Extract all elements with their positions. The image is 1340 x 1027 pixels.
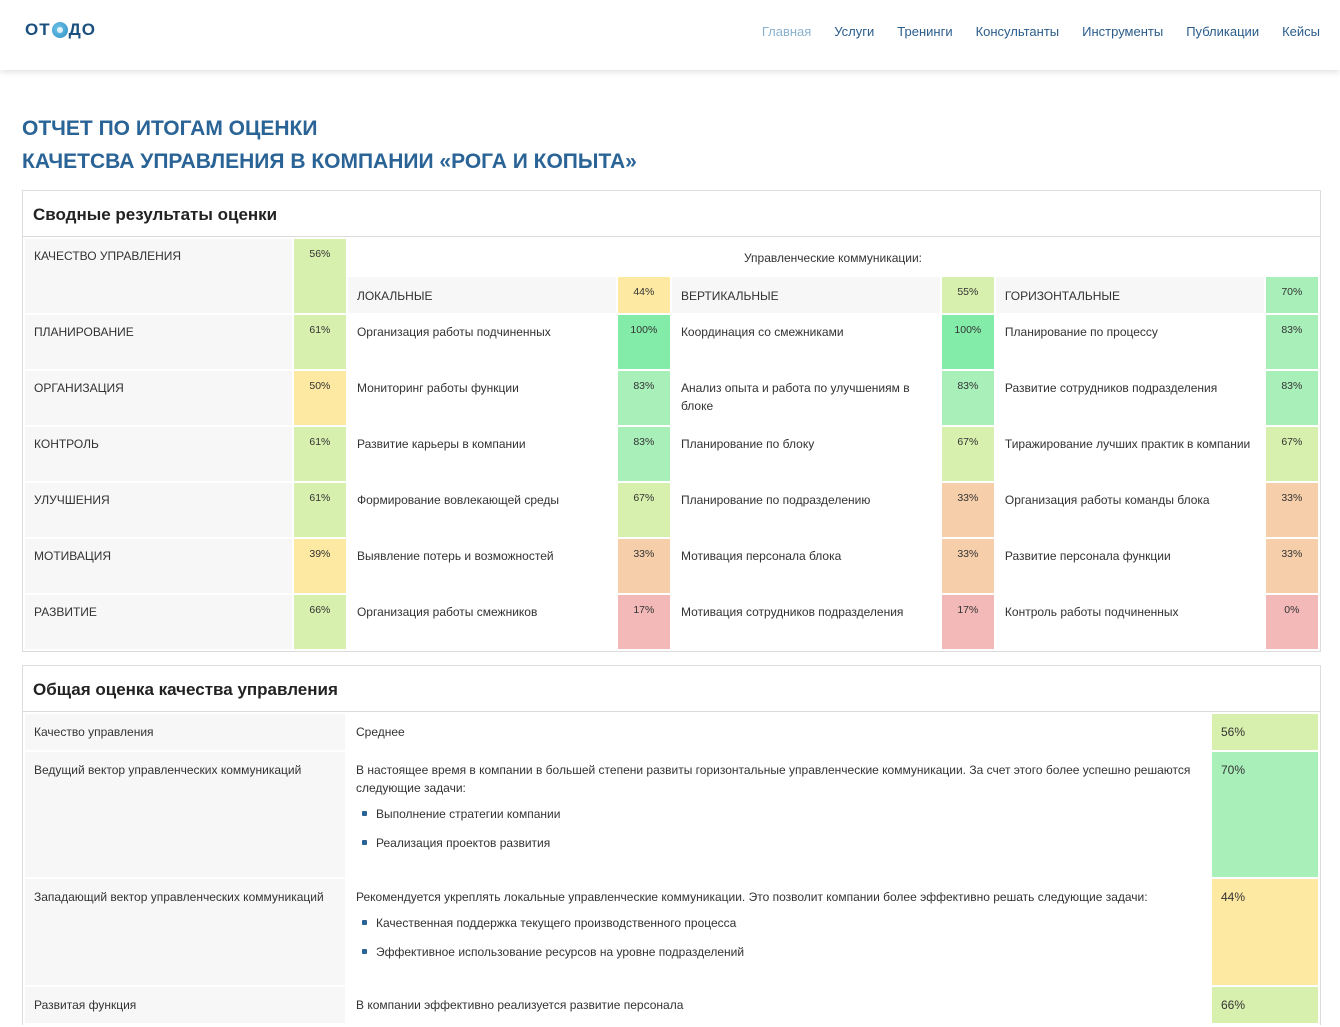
vertical-value: 33% xyxy=(942,539,994,593)
overall-text: Рекомендуется укреплять локальные управленческие коммуникации. Это позволит компании более эффективно решать следующие задачи: xyxy=(356,890,1148,904)
overall-value: 44% xyxy=(1212,879,1318,985)
overall-text: В настоящее время в компании в большей степени развиты горизонтальные управленческие коммуникации. За счет этого более успешно решаются следующие задачи: xyxy=(356,763,1191,795)
summary-panel xyxy=(22,190,1321,652)
vertical-value: 33% xyxy=(942,483,994,537)
row-name: КОНТРОЛЬ xyxy=(25,427,292,481)
quality-label: КАЧЕСТВО УПРАВЛЕНИЯ xyxy=(25,239,292,313)
nav-link-trainings[interactable]: Тренинги xyxy=(897,24,953,39)
vertical-text: Мотивация сотрудников подразделения xyxy=(672,595,940,649)
vertical-text: Анализ опыта и работа по улучшениям в блоке xyxy=(672,371,940,425)
logo-text-right: ДО xyxy=(68,20,96,39)
nav-link-publications[interactable]: Публикации xyxy=(1186,24,1260,39)
logo-text-left: ОТ xyxy=(25,20,51,39)
overall-label: Качество управления xyxy=(25,714,345,750)
vertical-value: 17% xyxy=(942,595,994,649)
horizontal-text: Развитие сотрудников подразделения xyxy=(996,371,1264,425)
nav-link-services[interactable]: Услуги xyxy=(834,24,875,39)
nav-link-tools[interactable]: Инструменты xyxy=(1082,24,1164,39)
row-name: ПЛАНИРОВАНИЕ xyxy=(25,315,292,369)
horizontal-value: 83% xyxy=(1266,315,1318,369)
row-value: 66% xyxy=(294,595,346,649)
task-list xyxy=(356,914,1201,961)
horizontal-value: 0% xyxy=(1266,595,1318,649)
table-row xyxy=(25,595,1318,649)
row-value: 61% xyxy=(294,315,346,369)
horizontal-text: Развитие персонала функции xyxy=(996,539,1264,593)
row-value: 61% xyxy=(294,427,346,481)
vertical-text: Планирование по подразделению xyxy=(672,483,940,537)
task-list xyxy=(356,805,1201,852)
page-title xyxy=(22,112,637,178)
table-row xyxy=(25,483,1318,537)
table-row xyxy=(25,315,1318,369)
row-value: 50% xyxy=(294,371,346,425)
overall-heading: Общая оценка качества управления xyxy=(23,666,1320,712)
summary-table xyxy=(23,237,1320,651)
local-value: 100% xyxy=(618,315,670,369)
logo-mark-icon xyxy=(52,22,68,38)
summary-heading: Сводные результаты оценки xyxy=(23,191,1320,237)
horizontal-text: Планирование по процессу xyxy=(996,315,1264,369)
column-local-value: 44% xyxy=(618,277,670,313)
table-row xyxy=(25,371,1318,425)
column-horizontal-label: ГОРИЗОНТАЛЬНЫЕ xyxy=(996,277,1264,313)
nav-link-consultants[interactable]: Консультанты xyxy=(975,24,1060,39)
overall-table xyxy=(23,712,1320,1025)
overall-text: В компании эффективно реализуется развитие персонала xyxy=(347,987,1210,1023)
column-local-label: ЛОКАЛЬНЫЕ xyxy=(348,277,616,313)
overall-text: Среднее xyxy=(347,714,1210,750)
list-item: Качественная поддержка текущего производственного процесса xyxy=(356,914,1201,932)
nav-link-cases[interactable]: Кейсы xyxy=(1282,24,1320,39)
local-value: 83% xyxy=(618,371,670,425)
local-text: Выявление потерь и возможностей xyxy=(348,539,616,593)
local-text: Мониторинг работы функции xyxy=(348,371,616,425)
local-text: Организация работы подчиненных xyxy=(348,315,616,369)
list-item: Реализация проектов развития xyxy=(356,834,1201,852)
vertical-value: 100% xyxy=(942,315,994,369)
page-title-line2: КАЧЕТСВА УПРАВЛЕНИЯ В КОМПАНИИ «РОГА И КОПЫТА» xyxy=(22,150,637,173)
nav-link-home[interactable]: Главная xyxy=(761,24,812,39)
local-text: Формирование вовлекающей среды xyxy=(348,483,616,537)
logo[interactable] xyxy=(25,20,96,40)
page-title-line1: ОТЧЕТ ПО ИТОГАМ ОЦЕНКИ xyxy=(22,117,318,140)
overall-panel xyxy=(22,665,1321,1025)
overall-text-cell xyxy=(347,879,1210,985)
horizontal-text: Контроль работы подчиненных xyxy=(996,595,1264,649)
local-value: 67% xyxy=(618,483,670,537)
local-text: Развитие карьеры в компании xyxy=(348,427,616,481)
comms-label: Управленческие коммуникации: xyxy=(348,239,1318,275)
vertical-value: 67% xyxy=(942,427,994,481)
vertical-text: Координация со смежниками xyxy=(672,315,940,369)
local-text: Организация работы смежников xyxy=(348,595,616,649)
horizontal-value: 33% xyxy=(1266,539,1318,593)
vertical-value: 83% xyxy=(942,371,994,425)
row-name: УЛУЧШЕНИЯ xyxy=(25,483,292,537)
horizontal-text: Тиражирование лучших практик в компании xyxy=(996,427,1264,481)
overall-label: Ведущий вектор управленческих коммуникаций xyxy=(25,752,345,877)
vertical-text: Мотивация персонала блока xyxy=(672,539,940,593)
list-item: Эффективное использование ресурсов на уровне подразделений xyxy=(356,943,1201,961)
overall-value: 66% xyxy=(1212,987,1318,1023)
list-item: Выполнение стратегии компании xyxy=(356,805,1201,823)
horizontal-value: 83% xyxy=(1266,371,1318,425)
table-row xyxy=(25,752,1318,877)
overall-label: Развитая функция xyxy=(25,987,345,1023)
row-name: РАЗВИТИЕ xyxy=(25,595,292,649)
row-name: МОТИВАЦИЯ xyxy=(25,539,292,593)
overall-text-cell xyxy=(347,752,1210,877)
column-horizontal-value: 70% xyxy=(1266,277,1318,313)
quality-value: 56% xyxy=(294,239,346,313)
row-name: ОРГАНИЗАЦИЯ xyxy=(25,371,292,425)
top-navbar xyxy=(0,0,1340,70)
overall-value: 70% xyxy=(1212,752,1318,877)
row-value: 61% xyxy=(294,483,346,537)
table-row xyxy=(25,539,1318,593)
main-nav xyxy=(762,24,1320,39)
horizontal-text: Организация работы команды блока xyxy=(996,483,1264,537)
overall-label: Западающий вектор управленческих коммуникаций xyxy=(25,879,345,985)
table-row xyxy=(25,879,1318,985)
table-row xyxy=(25,987,1318,1023)
horizontal-value: 33% xyxy=(1266,483,1318,537)
table-row xyxy=(25,427,1318,481)
vertical-text: Планирование по блоку xyxy=(672,427,940,481)
column-vertical-value: 55% xyxy=(942,277,994,313)
row-value: 39% xyxy=(294,539,346,593)
table-row xyxy=(25,714,1318,750)
column-vertical-label: ВЕРТИКАЛЬНЫЕ xyxy=(672,277,940,313)
summary-row-quality xyxy=(25,239,1318,275)
local-value: 17% xyxy=(618,595,670,649)
horizontal-value: 67% xyxy=(1266,427,1318,481)
local-value: 33% xyxy=(618,539,670,593)
overall-value: 56% xyxy=(1212,714,1318,750)
local-value: 83% xyxy=(618,427,670,481)
